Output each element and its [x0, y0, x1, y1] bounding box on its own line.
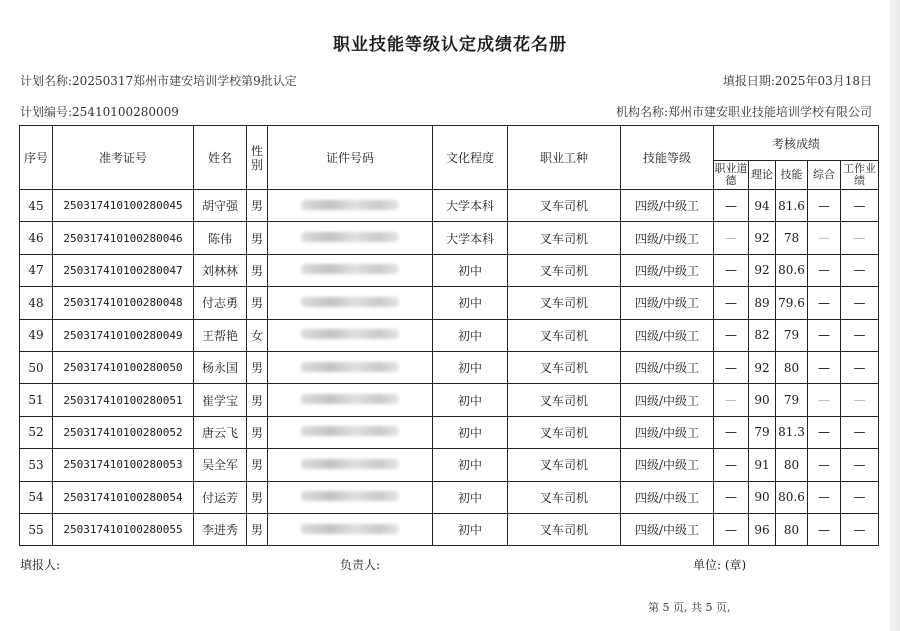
cell-ethics: —: [714, 190, 749, 222]
cell-theory: 92: [749, 222, 776, 254]
cell-name: 唐云飞: [194, 416, 247, 448]
cell-theory: 91: [749, 449, 776, 481]
cell-gender: 男: [247, 287, 268, 319]
cell-skill: 80: [776, 351, 808, 383]
cell-education: 初中: [433, 287, 508, 319]
cell-work-performance: —: [841, 222, 879, 254]
cell-education: 初中: [433, 513, 508, 545]
cell-occupation: 叉车司机: [508, 449, 621, 481]
cell-exam-number: 250317410100280051: [53, 384, 194, 416]
cell-gender: 男: [247, 222, 268, 254]
table-row: [20, 351, 879, 383]
cell-seq: 53: [20, 449, 53, 481]
cell-work-performance: —: [841, 254, 879, 286]
cell-name: 吴全军: [194, 449, 247, 481]
cell-education: 初中: [433, 449, 508, 481]
table-row: [20, 254, 879, 286]
cell-ethics: —: [714, 513, 749, 545]
cell-cert-number-redacted: [268, 287, 433, 319]
cell-name: 王帮艳: [194, 319, 247, 351]
cell-work-performance: —: [841, 416, 879, 448]
cell-education: 初中: [433, 254, 508, 286]
cell-gender: 男: [247, 513, 268, 545]
cell-name: 崔学宝: [194, 384, 247, 416]
plan-number-line: [20, 103, 179, 120]
cell-cert-number-redacted: [268, 319, 433, 351]
cell-seq: 50: [20, 351, 53, 383]
cell-seq: 48: [20, 287, 53, 319]
cell-occupation: 叉车司机: [508, 481, 621, 513]
cell-skill: 80.6: [776, 254, 808, 286]
cell-name: 付运芳: [194, 481, 247, 513]
organization-value: 郑州市建安职业技能培训学校有限公司: [667, 105, 872, 119]
cell-theory: 92: [749, 254, 776, 286]
cell-gender: 男: [247, 254, 268, 286]
cell-exam-number: 250317410100280047: [53, 254, 194, 286]
organization-line: [616, 103, 872, 120]
cell-exam-number: 250317410100280046: [53, 222, 194, 254]
cell-occupation: 叉车司机: [508, 351, 621, 383]
cell-education: 初中: [433, 319, 508, 351]
plan-number-label: 计划编号:: [20, 105, 73, 119]
cell-cert-number-redacted: [268, 190, 433, 222]
cell-comprehensive: —: [808, 319, 841, 351]
cell-work-performance: —: [841, 384, 879, 416]
page-edge: [890, 0, 900, 631]
cell-work-performance: —: [841, 449, 879, 481]
cell-name: 付志勇: [194, 287, 247, 319]
header-education: 文化程度: [433, 126, 508, 190]
cell-skill: 78: [776, 222, 808, 254]
cell-seq: 51: [20, 384, 53, 416]
document-title: 职业技能等级认定成绩花名册: [333, 35, 567, 55]
cell-seq: 55: [20, 513, 53, 545]
cell-exam-number: 250317410100280048: [53, 287, 194, 319]
cell-skill: 79: [776, 319, 808, 351]
cell-education: 初中: [433, 351, 508, 383]
cell-cert-number-redacted: [268, 384, 433, 416]
cell-seq: 47: [20, 254, 53, 286]
cell-seq: 54: [20, 481, 53, 513]
header-exam-number: 准考证号: [53, 126, 194, 190]
redaction-blur: [301, 459, 399, 469]
cell-cert-number-redacted: [268, 481, 433, 513]
cell-theory: 90: [749, 481, 776, 513]
cell-skill-level: 四级/中级工: [621, 481, 714, 513]
plan-name-line: [20, 72, 297, 89]
cell-work-performance: —: [841, 351, 879, 383]
header-work-performance: 工作业绩: [841, 161, 879, 190]
redaction-blur: [301, 491, 399, 501]
cell-comprehensive: —: [808, 384, 841, 416]
cell-name: 刘林林: [194, 254, 247, 286]
redaction-blur: [301, 362, 399, 372]
header-scores-group: 考核成绩: [714, 126, 879, 161]
cell-skill: 80: [776, 449, 808, 481]
redaction-blur: [301, 297, 399, 307]
cell-gender: 男: [247, 190, 268, 222]
cell-work-performance: —: [841, 319, 879, 351]
table-row: [20, 319, 879, 351]
cell-education: 初中: [433, 384, 508, 416]
cell-gender: 女: [247, 319, 268, 351]
cell-work-performance: —: [841, 287, 879, 319]
header-comprehensive: 综合: [808, 161, 841, 190]
cell-skill-level: 四级/中级工: [621, 287, 714, 319]
cell-cert-number-redacted: [268, 351, 433, 383]
cell-comprehensive: —: [808, 287, 841, 319]
cell-skill-level: 四级/中级工: [621, 513, 714, 545]
cell-education: 初中: [433, 481, 508, 513]
cell-ethics: —: [714, 254, 749, 286]
cell-exam-number: 250317410100280053: [53, 449, 194, 481]
cell-cert-number-redacted: [268, 416, 433, 448]
cell-ethics: —: [714, 449, 749, 481]
cell-skill-level: 四级/中级工: [621, 190, 714, 222]
cell-theory: 82: [749, 319, 776, 351]
cell-seq: 46: [20, 222, 53, 254]
cell-skill-level: 四级/中级工: [621, 254, 714, 286]
cell-cert-number-redacted: [268, 449, 433, 481]
cell-seq: 49: [20, 319, 53, 351]
redaction-blur: [301, 394, 399, 404]
cell-ethics: —: [714, 319, 749, 351]
cell-comprehensive: —: [808, 513, 841, 545]
organization-label: 机构名称:: [615, 105, 668, 119]
cell-education: 大学本科: [433, 222, 508, 254]
cell-work-performance: —: [841, 190, 879, 222]
cell-skill-level: 四级/中级工: [621, 319, 714, 351]
cell-education: 初中: [433, 416, 508, 448]
cell-gender: 男: [247, 481, 268, 513]
cell-theory: 94: [749, 190, 776, 222]
cell-gender: 男: [247, 384, 268, 416]
cell-exam-number: 250317410100280054: [53, 481, 194, 513]
redaction-blur: [301, 232, 399, 242]
cell-cert-number-redacted: [268, 222, 433, 254]
header-gender: 性别: [247, 126, 268, 190]
cell-theory: 89: [749, 287, 776, 319]
cell-seq: 45: [20, 190, 53, 222]
cell-theory: 90: [749, 384, 776, 416]
cell-ethics: —: [714, 287, 749, 319]
cell-skill: 80.6: [776, 481, 808, 513]
fill-date-line: [723, 72, 872, 89]
cell-gender: 男: [247, 449, 268, 481]
cell-ethics: —: [714, 222, 749, 254]
cell-comprehensive: —: [808, 190, 841, 222]
cell-exam-number: 250317410100280049: [53, 319, 194, 351]
cell-occupation: 叉车司机: [508, 254, 621, 286]
cell-cert-number-redacted: [268, 513, 433, 545]
table-row: [20, 222, 879, 254]
cell-comprehensive: —: [808, 416, 841, 448]
cell-skill: 81.3: [776, 416, 808, 448]
header-cert-number: 证件号码: [268, 126, 433, 190]
cell-theory: 92: [749, 351, 776, 383]
cell-ethics: —: [714, 384, 749, 416]
cell-work-performance: —: [841, 513, 879, 545]
cell-skill: 81.6: [776, 190, 808, 222]
cell-skill-level: 四级/中级工: [621, 222, 714, 254]
header-theory: 理论: [749, 161, 776, 190]
cell-occupation: 叉车司机: [508, 384, 621, 416]
header-skill-level: 技能等级: [621, 126, 714, 190]
redaction-blur: [301, 329, 399, 339]
cell-skill-level: 四级/中级工: [621, 416, 714, 448]
plan-number-value: 25410100280009: [72, 105, 179, 119]
cell-ethics: —: [714, 481, 749, 513]
cell-theory: 96: [749, 513, 776, 545]
table-row: [20, 416, 879, 448]
header-seq: 序号: [20, 126, 53, 190]
unit-seal-label: 单位: (章): [693, 558, 747, 572]
score-roster-table: [19, 125, 879, 546]
cell-comprehensive: —: [808, 222, 841, 254]
table-row: [20, 287, 879, 319]
cell-skill: 79: [776, 384, 808, 416]
cell-comprehensive: —: [808, 254, 841, 286]
header-skill: 技能: [776, 161, 808, 190]
header-name: 姓名: [194, 126, 247, 190]
header-ethics: 职业道德: [714, 161, 749, 190]
cell-ethics: —: [714, 416, 749, 448]
cell-occupation: 叉车司机: [508, 190, 621, 222]
cell-occupation: 叉车司机: [508, 416, 621, 448]
cell-occupation: 叉车司机: [508, 287, 621, 319]
cell-skill-level: 四级/中级工: [621, 351, 714, 383]
cell-skill-level: 四级/中级工: [621, 384, 714, 416]
responsible-label: 负责人:: [340, 558, 381, 572]
cell-occupation: 叉车司机: [508, 319, 621, 351]
cell-gender: 男: [247, 416, 268, 448]
cell-work-performance: —: [841, 481, 879, 513]
redaction-blur: [301, 264, 399, 274]
cell-comprehensive: —: [808, 449, 841, 481]
cell-cert-number-redacted: [268, 254, 433, 286]
cell-education: 大学本科: [433, 190, 508, 222]
plan-name-value: 20250317郑州市建安培训学校第9批认定: [72, 74, 297, 88]
table-row: [20, 190, 879, 222]
cell-skill: 79.6: [776, 287, 808, 319]
cell-gender: 男: [247, 351, 268, 383]
cell-occupation: 叉车司机: [508, 222, 621, 254]
cell-comprehensive: —: [808, 481, 841, 513]
cell-skill-level: 四级/中级工: [621, 449, 714, 481]
redaction-blur: [301, 200, 399, 210]
cell-comprehensive: —: [808, 351, 841, 383]
cell-name: 李进秀: [194, 513, 247, 545]
cell-exam-number: 250317410100280052: [53, 416, 194, 448]
page-indicator: 第 5 页, 共 5 页,: [648, 601, 731, 614]
cell-skill: 80: [776, 513, 808, 545]
redaction-blur: [301, 426, 399, 436]
cell-name: 胡守强: [194, 190, 247, 222]
plan-name-label: 计划名称:: [20, 74, 73, 88]
cell-exam-number: 250317410100280055: [53, 513, 194, 545]
cell-theory: 79: [749, 416, 776, 448]
table-row: [20, 481, 879, 513]
table-row: [20, 449, 879, 481]
header-occupation: 职业工种: [508, 126, 621, 190]
cell-ethics: —: [714, 351, 749, 383]
cell-seq: 52: [20, 416, 53, 448]
cell-exam-number: 250317410100280050: [53, 351, 194, 383]
filler-label: 填报人:: [20, 558, 61, 572]
cell-exam-number: 250317410100280045: [53, 190, 194, 222]
cell-name: 杨永国: [194, 351, 247, 383]
redaction-blur: [301, 524, 399, 534]
table-row: [20, 513, 879, 545]
fill-date-label: 填报日期:: [722, 74, 775, 88]
table-row: [20, 384, 879, 416]
cell-occupation: 叉车司机: [508, 513, 621, 545]
fill-date-value: 2025年03月18日: [774, 74, 872, 88]
cell-name: 陈伟: [194, 222, 247, 254]
